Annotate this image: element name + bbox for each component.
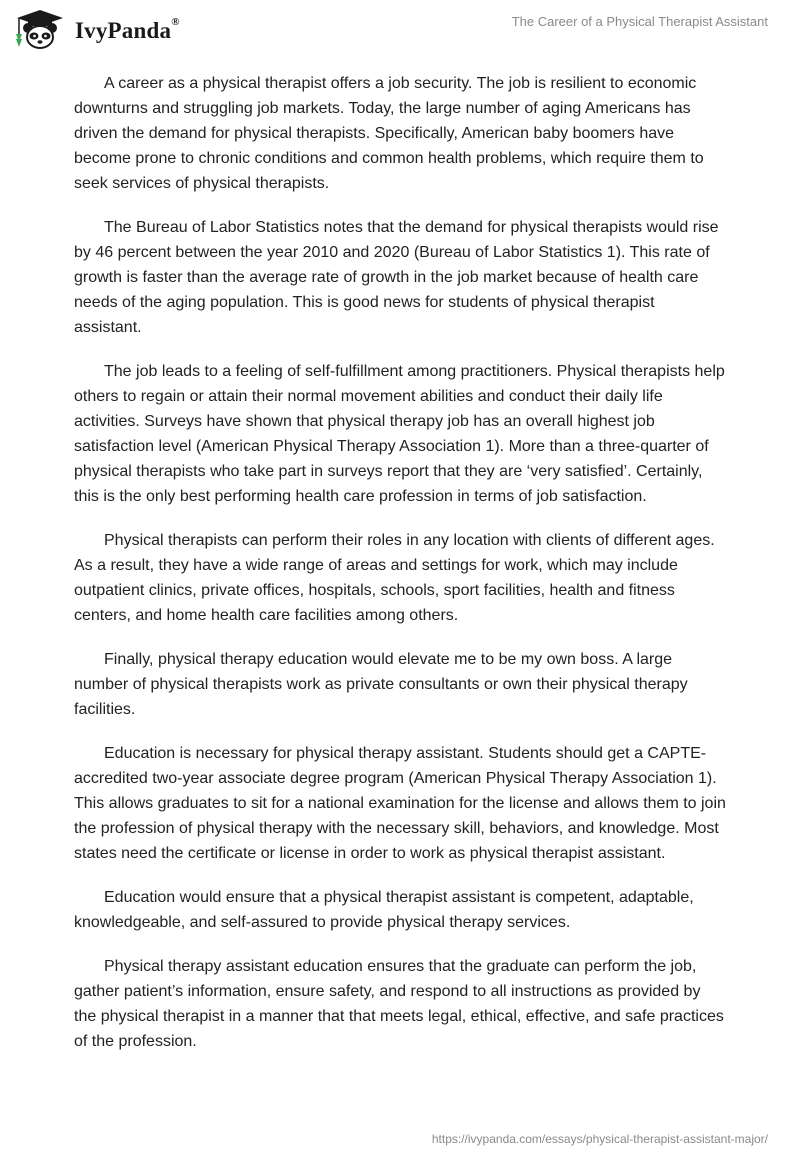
paragraph: Education would ensure that a physical therapist assistant is competent, adaptable, knowledgeable, and self-assured to provide physical therapy services. [74,889,694,931]
logo-text: IvyPanda® [75,16,180,43]
paragraph: Physical therapists can perform their roles in any location with clients of different ages. As a result, they have a wide range of areas and settings for work, which may include outpatient clinics, private offices, hospitals, schools, sport facilities, health and fitness centers, and home health care facilities among others. [74,532,715,624]
page-header [0,0,800,70]
essay-body [74,71,726,1073]
document-title: The Career of a Physical Therapist Assistant [511,14,768,29]
paragraph: The job leads to a feeling of self-fulfillment among practitioners. Physical therapists help others to regain or attain their normal movement abilities and conduct their daily life activities. Surveys have shown that physical therapy job has an overall highest job satisfaction level (American Physical Therapy Association 1). More than a three-quarter of physical therapists who take part in surveys report that they are ‘very satisfied’. Certainly, this is the only best performing health care profession in terms of job satisfaction. [74,363,725,505]
paragraph: Education is necessary for physical therapy assistant. Students should get a CAPTE-accredited two-year associate degree program (American Physical Therapy Association 1). This allows graduates to sit for a national examination for the license and allows them to join the profession of physical therapy with the necessary skill, behaviors, and knowledge. Most states need the certificate or license in order to work as physical therapist assistant. [74,745,726,862]
panda-graduate-icon [13,8,67,50]
paragraph: Physical therapy assistant education ensures that the graduate can perform the job, gather patient’s information, ensure safety, and respond to all instructions as provided by the physical therapist in a manner that that meets legal, ethical, effective, and safe practices of the profession. [74,958,724,1050]
logo[interactable] [13,8,180,50]
paragraph: Finally, physical therapy education would elevate me to be my own boss. A large number of physical therapists work as private consultants or own their physical therapy facilities. [74,651,688,718]
source-url-link[interactable]: https://ivypanda.com/essays/physical-therapist-assistant-major/ [431,1132,768,1146]
paragraph: The Bureau of Labor Statistics notes that the demand for physical therapists would rise by 46 percent between the year 2010 and 2020 (Bureau of Labor Statistics 1). This rate of growth is faster than the average rate of growth in the job market because of health care needs of the aging population. This is good news for students of physical therapist assistant. [74,219,719,336]
paragraph: A career as a physical therapist offers a job security. The job is resilient to economic downturns and struggling job markets. Today, the large number of aging Americans has driven the demand for physical therapists. Specifically, American baby boomers have become prone to chronic conditions and common health problems, which require them to seek services of physical therapists. [74,75,704,192]
